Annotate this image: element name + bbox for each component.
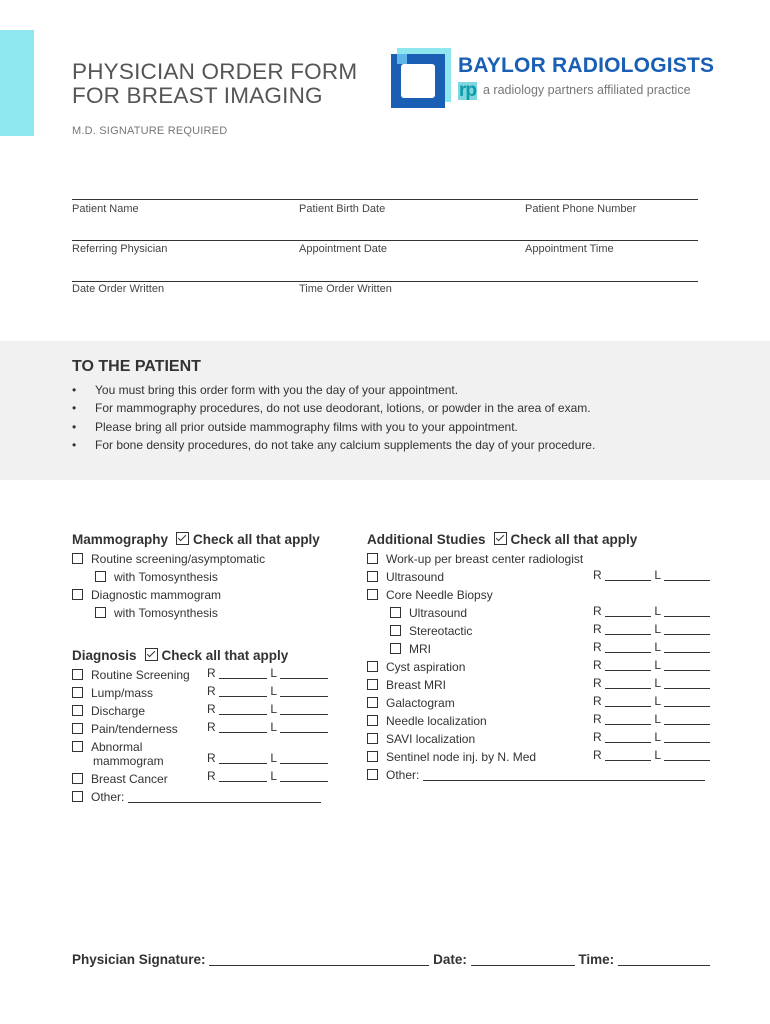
option-label: Stereotactic: [409, 624, 473, 638]
side-rl-field[interactable]: [207, 666, 328, 680]
option-label: Discharge: [91, 704, 146, 718]
checkbox[interactable]: [72, 589, 83, 600]
option-label: Breast Cancer: [91, 772, 168, 786]
left-label: L: [654, 622, 661, 636]
checkbox[interactable]: [72, 723, 83, 734]
option-label: Core Needle Biopsy: [386, 588, 493, 602]
side-rl-field[interactable]: [593, 748, 710, 762]
side-rl-field[interactable]: [593, 694, 710, 708]
signature-time-field[interactable]: [618, 953, 710, 966]
left-label: L: [654, 640, 661, 654]
option-label: Diagnostic mammogram: [91, 588, 222, 602]
appointment-time-field[interactable]: Appointment Time: [525, 243, 614, 255]
right-label: R: [593, 694, 602, 708]
signature-date-field[interactable]: [471, 953, 575, 966]
side-rl-field[interactable]: [593, 676, 710, 690]
checkbox[interactable]: [72, 705, 83, 716]
option-label: Sentinel node inj. by N. Med: [386, 750, 537, 764]
title-line-2: FOR BREAST IMAGING: [72, 83, 323, 108]
physician-signature-label: Physician Signature:: [72, 952, 206, 967]
side-rl-field[interactable]: [207, 702, 328, 716]
side-rl-field[interactable]: [593, 730, 710, 744]
checkbox[interactable]: [367, 679, 378, 690]
check-all-label: Check all that apply: [161, 648, 289, 663]
right-label: R: [593, 568, 602, 582]
list-item: • You must bring this order form with you the day of your appointment.: [72, 381, 595, 399]
checkbox[interactable]: [390, 607, 401, 618]
checked-box-icon: [145, 648, 158, 661]
left-label: L: [270, 720, 277, 734]
mammography-options: [72, 550, 265, 622]
accent-bar: [0, 30, 34, 136]
signature-required-note: M.D. SIGNATURE REQUIRED: [72, 125, 228, 137]
left-label: L: [270, 769, 277, 783]
left-label: L: [654, 694, 661, 708]
option-tomosynthesis-2[interactable]: [72, 604, 265, 622]
option-label: SAVI localization: [386, 732, 476, 746]
time-order-written-field[interactable]: Time Order Written: [299, 283, 392, 295]
checkbox[interactable]: [367, 697, 378, 708]
left-label: L: [270, 666, 277, 680]
side-rl-field[interactable]: [593, 640, 710, 654]
patient-name-field[interactable]: Patient Name: [72, 203, 139, 215]
left-label: L: [654, 568, 661, 582]
left-label: L: [270, 751, 277, 765]
option-label: Ultrasound: [409, 606, 468, 620]
other-blank[interactable]: [128, 790, 321, 803]
right-label: R: [207, 666, 216, 680]
option-label: Pain/tenderness: [91, 722, 178, 736]
option-label: Galactogram: [386, 696, 455, 710]
right-label: R: [207, 720, 216, 734]
patient-birth-date-field[interactable]: Patient Birth Date: [299, 203, 386, 215]
left-label: L: [654, 730, 661, 744]
option-label: Breast MRI: [386, 678, 447, 692]
right-label: R: [593, 658, 602, 672]
side-rl-field[interactable]: [207, 769, 328, 783]
brand-tagline: a radiology partners affiliated practice: [483, 83, 691, 97]
option-diagnostic-mammogram[interactable]: [72, 586, 265, 604]
option-core-needle-biopsy[interactable]: [367, 586, 727, 604]
checkbox[interactable]: [72, 741, 83, 752]
left-label: L: [654, 658, 661, 672]
field-line: [72, 240, 698, 241]
right-label: R: [207, 751, 216, 765]
checkbox[interactable]: [390, 643, 401, 654]
checkbox[interactable]: [367, 571, 378, 582]
additional-studies-title: Additional Studies: [367, 532, 486, 547]
option-label: Abnormal: [91, 740, 143, 754]
mammography-title: Mammography: [72, 532, 169, 547]
list-item: • For bone density procedures, do not take any calcium supplements the day of your procedure.: [72, 436, 595, 454]
date-order-written-field[interactable]: Date Order Written: [72, 283, 165, 295]
checkbox[interactable]: [72, 687, 83, 698]
option-label: Cyst aspiration: [386, 660, 466, 674]
option-other[interactable]: [367, 766, 727, 784]
checked-box-icon: [176, 532, 189, 545]
mammography-heading: [72, 532, 320, 547]
diagnosis-title: Diagnosis: [72, 648, 137, 663]
side-rl-field[interactable]: [593, 604, 710, 618]
option-workup[interactable]: [367, 550, 727, 568]
option-label: Lump/mass: [91, 686, 154, 700]
patient-instructions-list: [72, 381, 595, 454]
diagnosis-heading: [72, 648, 288, 663]
checkbox[interactable]: [95, 571, 106, 582]
checkbox[interactable]: [72, 553, 83, 564]
checkbox[interactable]: [367, 589, 378, 600]
option-routine-screening[interactable]: [72, 550, 265, 568]
brand-name: BAYLOR RADIOLOGISTS: [458, 54, 715, 77]
right-label: R: [593, 640, 602, 654]
right-label: R: [593, 622, 602, 636]
left-label: L: [654, 748, 661, 762]
right-label: R: [207, 702, 216, 716]
checkbox[interactable]: [390, 625, 401, 636]
checkbox[interactable]: [367, 751, 378, 762]
side-rl-field[interactable]: [593, 658, 710, 672]
option-other[interactable]: [72, 788, 332, 806]
left-label: L: [654, 604, 661, 618]
signature-date-label: Date:: [433, 952, 467, 967]
right-label: R: [593, 712, 602, 726]
logo-icon: [389, 46, 453, 110]
signature-row: [72, 952, 710, 967]
right-label: R: [593, 730, 602, 744]
option-label: Routine Screening: [91, 668, 190, 682]
checkbox[interactable]: [72, 791, 83, 802]
checked-box-icon: [494, 532, 507, 545]
appointment-date-field[interactable]: Appointment Date: [299, 243, 388, 255]
side-rl-field[interactable]: [593, 622, 710, 636]
left-label: L: [270, 684, 277, 698]
field-line: [72, 199, 698, 200]
checkbox[interactable]: [72, 669, 83, 680]
option-label: with Tomosynthesis: [114, 606, 218, 620]
left-label: L: [270, 702, 277, 716]
signature-time-label: Time:: [578, 952, 615, 967]
physician-signature-field[interactable]: [209, 953, 429, 966]
checkbox[interactable]: [367, 715, 378, 726]
checkbox[interactable]: [367, 769, 378, 780]
right-label: R: [593, 604, 602, 618]
option-label: Ultrasound: [386, 570, 445, 584]
field-line: [72, 281, 698, 282]
left-label: L: [654, 676, 661, 690]
option-label: Other:: [91, 790, 125, 804]
checkbox[interactable]: [367, 733, 378, 744]
right-label: R: [207, 684, 216, 698]
checkbox[interactable]: [367, 553, 378, 564]
checkbox[interactable]: [72, 773, 83, 784]
left-label: L: [654, 712, 661, 726]
side-rl-field[interactable]: [207, 751, 328, 765]
side-rl-field[interactable]: [593, 568, 710, 582]
option-label: Other:: [386, 768, 420, 782]
option-label-continued: mammogram: [93, 754, 164, 768]
check-all-label: Check all that apply: [193, 532, 320, 547]
option-tomosynthesis-1[interactable]: [72, 568, 265, 586]
option-label: Routine screening/asymptomatic: [91, 552, 266, 566]
option-label: with Tomosynthesis: [114, 570, 218, 584]
referring-physician-field[interactable]: Referring Physician: [72, 243, 168, 255]
side-rl-field[interactable]: [207, 684, 328, 698]
option-label: Work-up per breast center radiologist: [386, 552, 584, 566]
list-item: • For mammography procedures, do not use deodorant, lotions, or powder in the area of exam.: [72, 399, 595, 417]
brand-mark: rp: [459, 80, 476, 101]
page-title: [72, 60, 357, 108]
patient-phone-field[interactable]: Patient Phone Number: [525, 203, 637, 215]
checkbox[interactable]: [367, 661, 378, 672]
side-rl-field[interactable]: [593, 712, 710, 726]
check-all-label: Check all that apply: [510, 532, 638, 547]
right-label: R: [207, 769, 216, 783]
option-label: MRI: [409, 642, 431, 656]
patient-instructions-title: TO THE PATIENT: [72, 358, 201, 375]
checkbox[interactable]: [95, 607, 106, 618]
option-label: Needle localization: [386, 714, 487, 728]
right-label: R: [593, 748, 602, 762]
right-label: R: [593, 676, 602, 690]
other-blank[interactable]: [423, 768, 705, 781]
side-rl-field[interactable]: [207, 720, 328, 734]
list-item: • Please bring all prior outside mammography films with you to your appointment.: [72, 418, 595, 436]
additional-studies-heading: [367, 532, 637, 547]
title-line-1: PHYSICIAN ORDER FORM: [72, 59, 358, 84]
